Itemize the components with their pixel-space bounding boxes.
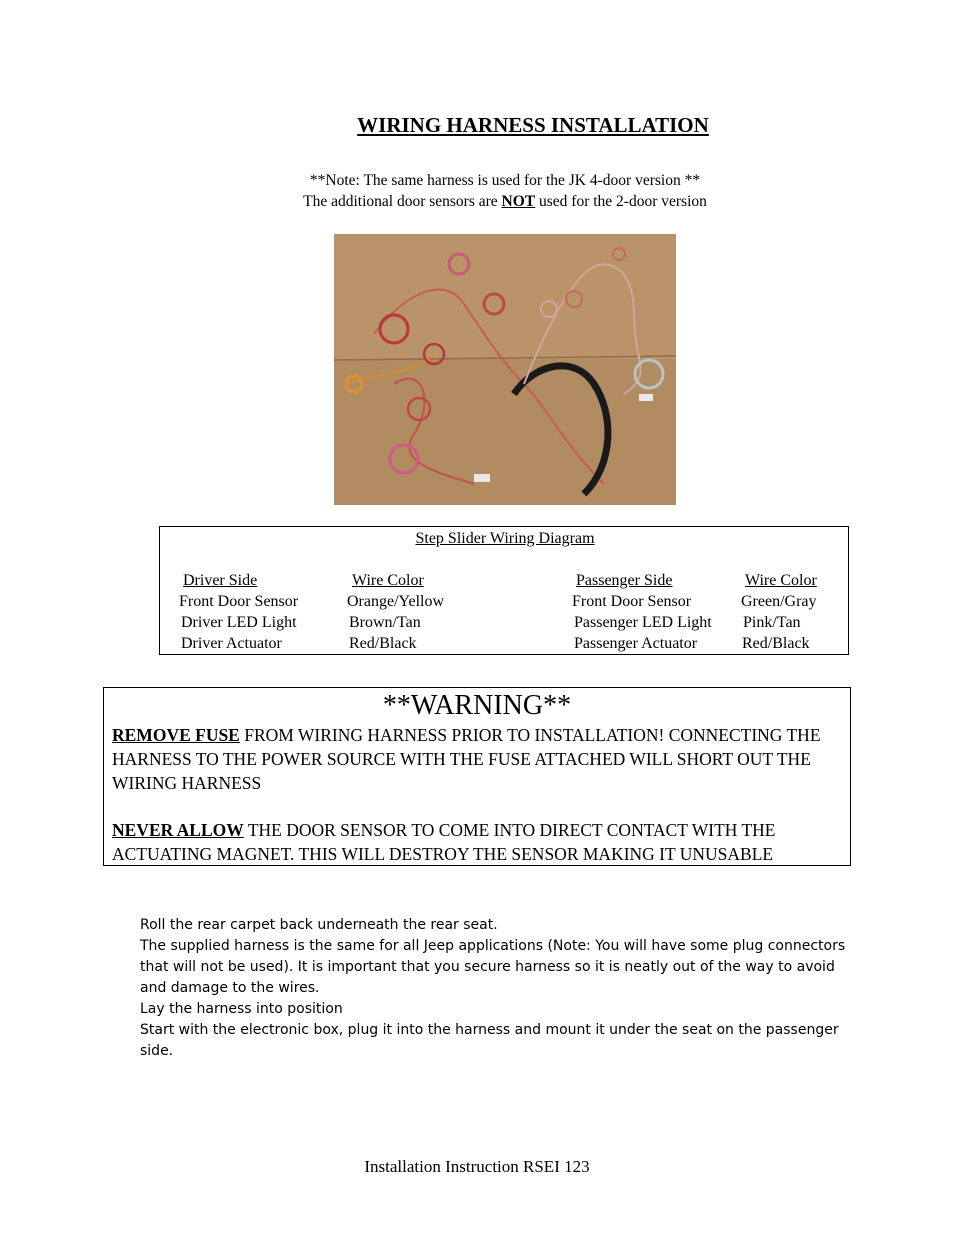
driver-item: Driver LED Light bbox=[181, 614, 297, 631]
note-emphasis: NOT bbox=[501, 193, 536, 210]
wiring-diagram-box bbox=[159, 526, 849, 655]
passenger-wire-color: Green/Gray bbox=[741, 593, 817, 610]
driver-wire-color: Orange/Yellow bbox=[347, 593, 445, 610]
passenger-wire-color: Red/Black bbox=[742, 635, 810, 652]
warning-emphasis: REMOVE FUSE bbox=[112, 725, 240, 745]
note-line-2-start: The additional door sensors are bbox=[303, 193, 502, 210]
page-footer: Installation Instruction RSEI 123 bbox=[364, 1157, 590, 1176]
step-text: Start with the electronic box, plug it into the harness and mount it under the seat on the passenger side. bbox=[140, 1022, 839, 1059]
driver-side-header: Driver Side bbox=[183, 572, 258, 589]
step-text: Roll the rear carpet back underneath the rear seat. bbox=[140, 917, 498, 933]
passenger-side-header: Passenger Side bbox=[576, 572, 673, 589]
driver-item: Front Door Sensor bbox=[179, 593, 299, 610]
page-title: WIRING HARNESS INSTALLATION bbox=[357, 113, 709, 137]
warning-paragraph-sensor bbox=[112, 818, 842, 866]
passenger-item: Passenger LED Light bbox=[574, 614, 712, 631]
wiring-harness-photo bbox=[334, 234, 676, 505]
warning-title: **WARNING** bbox=[382, 690, 572, 721]
passenger-item: Front Door Sensor bbox=[572, 593, 692, 610]
passenger-item: Passenger Actuator bbox=[574, 635, 698, 652]
step-text: Lay the harness into position bbox=[140, 1001, 343, 1017]
diagram-caption: Step Slider Wiring Diagram bbox=[415, 530, 595, 547]
note-line-2 bbox=[0, 193, 954, 211]
warning-text: THE DOOR SENSOR TO COME INTO DIRECT CONTACT WITH THE ACTUATING MAGNET. THIS WILL DESTROY THE SENSOR MAKING IT UNUSABLE bbox=[112, 820, 776, 864]
warning-paragraph-fuse bbox=[112, 723, 842, 795]
step-text: The supplied harness is the same for all Jeep applications (Note: You will have some plug connectors that will not be used). It is important that you secure harness so it is neatly out of the way to avoid and damage to the wires. bbox=[140, 938, 846, 996]
note-line-1: **Note: The same harness is used for the JK 4-door version ** bbox=[309, 172, 701, 189]
warning-text: FROM WIRING HARNESS PRIOR TO INSTALLATION! CONNECTING THE HARNESS TO THE POWER SOURCE WITH THE FUSE ATTACHED WILL SHORT OUT THE WIRING HARNESS bbox=[112, 725, 821, 793]
passenger-wire-color: Pink/Tan bbox=[743, 614, 801, 631]
driver-wire-color: Red/Black bbox=[349, 635, 417, 652]
warning-emphasis: NEVER ALLOW bbox=[112, 820, 244, 840]
driver-color-header: Wire Color bbox=[352, 572, 424, 589]
note-line-2-end: used for the 2-door version bbox=[535, 193, 707, 210]
instruction-steps bbox=[140, 915, 850, 1062]
passenger-color-header: Wire Color bbox=[745, 572, 817, 589]
warning-box bbox=[103, 687, 851, 866]
driver-wire-color: Brown/Tan bbox=[349, 614, 421, 631]
driver-item: Driver Actuator bbox=[181, 635, 282, 652]
